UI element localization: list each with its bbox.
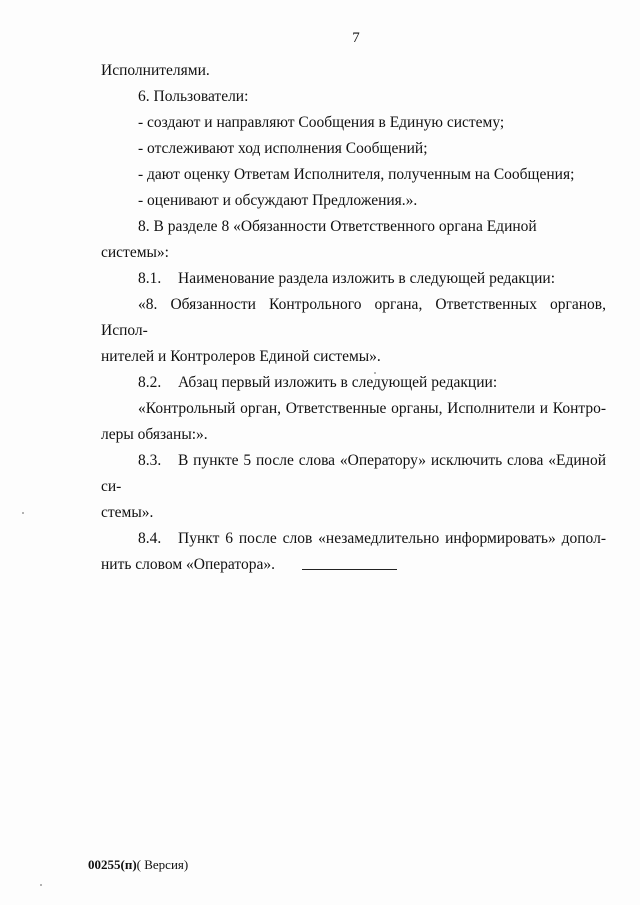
item-8-1-number: 8.1. <box>138 270 162 287</box>
scan-speck <box>22 512 24 514</box>
item-8-4 <box>101 526 606 552</box>
quote-2-line-1: «Контрольный орган, Ответственные органы, Исполнители и Контро- <box>138 400 606 417</box>
list-item-create: - создают и направляют Сообщения в Единую систему; <box>138 114 505 131</box>
item-8-3-text: В пункте 5 после слова «Оператору» исключить слова «Единой си- <box>101 452 606 495</box>
item-8-2-text: Абзац первый изложить в следующей редакции: <box>178 374 498 391</box>
document-footer <box>88 857 188 873</box>
quote-1-line-1: «8. Обязанности Контрольного органа, Ответственных органов, Испол- <box>101 296 606 339</box>
list-item-rate: - дают оценку Ответам Исполнителя, полученным на Сообщения; <box>138 166 575 183</box>
quote-2-line-2: леры обязаны:». <box>101 426 208 443</box>
paragraph-section-8: 8. В разделе 8 «Обязанности Ответственного органа Единой системы»: <box>101 218 537 261</box>
item-8-4-line-2: нить словом «Оператора». <box>101 556 275 573</box>
item-8-3-line-2: стемы». <box>101 504 154 521</box>
item-8-2 <box>101 370 606 396</box>
item-8-1-text: Наименование раздела изложить в следующей редакции: <box>178 270 556 287</box>
paragraph-continuation: Исполнителями. <box>101 62 210 79</box>
scan-speck <box>374 372 376 374</box>
quote-1-line-2: нителей и Контролеров Единой системы». <box>101 348 381 365</box>
item-8-4-number: 8.4. <box>138 530 162 547</box>
list-item-track: - отслеживают ход исполнения Сообщений; <box>138 140 428 157</box>
paragraph-users-heading: 6. Пользователи: <box>138 88 249 105</box>
list-item-discuss: - оценивают и обсуждают Предложения.». <box>138 192 418 209</box>
item-8-1 <box>101 266 606 292</box>
item-8-4-text: Пункт 6 после слов «незамедлительно информировать» допол- <box>178 530 606 547</box>
item-8-2-number: 8.2. <box>138 374 162 391</box>
item-8-3-number: 8.3. <box>138 452 162 469</box>
item-8-3 <box>101 448 606 500</box>
scan-speck <box>40 884 42 886</box>
page-number: 7 <box>352 30 360 46</box>
document-body <box>101 58 606 578</box>
footer-version: ( Версия) <box>136 857 189 872</box>
footer-code: 00255(п) <box>88 857 137 872</box>
end-separator-line <box>302 569 397 570</box>
